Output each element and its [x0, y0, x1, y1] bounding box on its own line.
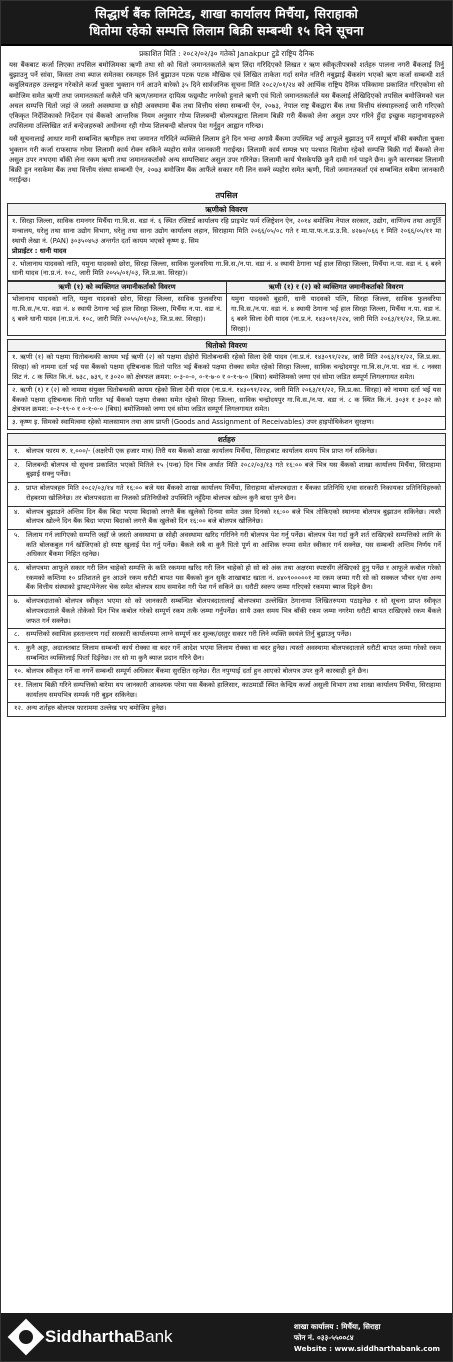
term-number: १०.	[14, 667, 24, 676]
guarantor-head-right: ऋणी (१) र (२) को व्यक्तिगत जमानीकर्ताको विवरण	[226, 282, 445, 293]
tapasil-heading: तपसिल	[215, 191, 238, 201]
guarantor-left: भोलानाथ यादवको नाति, यमुना यादवको छोरा, सिरहा जिल्ला, साविक फुलवरिया गा.वि.स./न.पा. वडा नं. ४ स्थायी ठेगाना भई हाल सिरहा जिल्ला, मिर्चैया न.पा. वडा नं. ६ बस्ने धानी यादव (ना.प्र.नं. १०८, जारी मिति २०५५/०१/०३, जि.प्र.का. सिरहा)।	[12, 295, 222, 323]
bank-website: Website : www.siddharthabank.com	[293, 1343, 440, 1353]
siddhartha-bank-logo	[13, 1324, 173, 1350]
term-number: १.	[14, 446, 20, 455]
term-text: बोलपत्रदाताको बोलपत्र स्वीकृत भएमा सो को जानकारी सम्बन्धित बोलपत्रदातालाई बोलपत्रमा उल्लेखित ठेगानामा लिखितरुपमा पठाइनेछ र सो सूचना प्राप्त स्वीकृत बोलपत्रदाताले बैंकले तोकेको दिन भित्र कबोल गरेको सम्पूर्ण रकम तत्कै जम्मा गर्नुपर्नेछ। साथै उक्त समय भित्र बाँकी रकम जम्मा नगरेमा धरौटी बापत राखिएको रकम बैंकले जफत गर्न सक्नेछ।	[26, 597, 441, 625]
borrower-proprietor: प्रोप्राईटर : धानी यादव	[12, 246, 67, 255]
term-number: ११.	[14, 681, 24, 690]
notice-title-line2: धितोमा रहेको सम्पत्ति लिलाम बिक्री सम्बन्धी १५ दिने सूचना	[89, 23, 364, 38]
term-number: ७.	[14, 597, 20, 606]
term-number: ९.	[14, 643, 20, 652]
branch-contact	[294, 1321, 440, 1354]
borrower-item-1-text: १. सिरहा जिल्ला, साविक रामनगर मिर्चैया गा.वि.स. वडा नं. ६ स्थित रजिष्टर्ड कार्यालय रहि प्राइभेट फर्म रजिष्ट्रेशन ऐन, २०१४ बमोजिम नेपाल सरकार, उद्योग, वाणिज्य तथा आपूर्ति मन्त्रालय, घरेलु तथा साना उद्योग विभाग, घरेलु तथा साना उद्योग कार्यालय लहान, सिराहामा मिति २०६६/०५/०८ गते र मा.पा.फ.न.प्र.उ.वि. ४२७०/०६६ र मिति २०६६/०५/११ मा स्थायी लेखा नं. (PAN) ३०३५०४५३ अन्तर्गत दर्ता कायम भएको कृष्ण इ. सिम	[12, 217, 441, 246]
term-item	[8, 703, 445, 716]
term-item	[8, 507, 445, 530]
footer-bar	[1, 1313, 452, 1361]
branch-phone: फोन नं. ०३३-५५००८४	[293, 1332, 354, 1342]
term-text: सम्पत्तिको स्वामित्व हस्तान्तरण गर्दा सरकारी कार्यालयमा लाग्ने सम्पूर्ण कर शुल्क/दस्तुर सकार गरी लिने व्यक्ति स्वयंले तिर्नु बुझाउनु पर्नेछ।	[26, 630, 352, 639]
terms-heading: शर्तहरु	[8, 434, 445, 446]
term-text: बोलपत्र बुझाउने अन्तिम दिन बैंक बिदा भएमा बिदाको लगत्तै बैंक खुलेको दिनमा समेत उक्त दिनको १६:०० बजे भित्र तोकिएको स्थानमा बोलपत्र बुझाउन सकिनेछ। त्यस्तै बोलपत्र खोल्ने दिन बैंक बिदा भएमा बिदाको लगत्तै बैंक खुलेको दिन १६:०० बजे बोलपत्र खोलिनेछ।	[26, 507, 441, 526]
notice-title-bar	[1, 1, 452, 46]
guarantor-body-row	[8, 294, 445, 335]
term-number: ४.	[14, 507, 20, 516]
term-text: कुनै अड्डा, अदालतबाट लिलाम सम्बन्धी कार्य रोक्का वा बदर गर्ने आदेश भएमा लिलाम रोक्का वा बदर हुनेछ। त्यस्तो अवस्थामा बोलपत्रदाताले धरौटी बापत जम्मा गरेको रकम सम्बन्धित व्यक्तिलाई फिर्ता दिईनेछ। तर सो मा कुनै ब्याज प्रदान गरिने छैन।	[26, 643, 441, 662]
term-item	[8, 629, 445, 643]
guarantor-table	[8, 281, 445, 335]
term-number: ३.	[14, 484, 20, 493]
publication-date: प्रकाशित मिति : २०८२/०२/३० गतेको Janakpur टुडे राष्ट्रिय दैनिक	[139, 49, 314, 58]
term-item	[8, 680, 445, 703]
guarantor-header-row	[8, 282, 445, 294]
term-item	[8, 446, 445, 460]
term-item	[8, 530, 445, 563]
bank-logo-icon	[8, 1319, 45, 1356]
term-text: प्राप्त बोलपत्रहरु मिति २०८२/०३/१४ गते १६:०० बजे यस बैंकको शाखा कार्यालय मिर्चैया, सिराहामा बोलपत्रदाता र बैंकका प्रतिनिधि र/वा सरकारी निकायका प्रतिनिधिहरुको रोहबरमा खोलिनेछ। तर बोलपत्रदाता वा निजको प्रतिनिधीको उपस्थिति नहुँदैमा बोलपत्र खोल्न कुनै बाधा पुग्ने छैन।	[26, 484, 441, 502]
collateral-item-3: ३. कृष्ण इ. सिमको स्वामित्वमा रहेको मालसामान तथा आय प्राप्ती (Goods and Assignment of Receivables) उपर हाइपोथिकेशन सुरक्षण।	[12, 418, 374, 427]
borrower-heading: ऋणीको विवरण	[8, 204, 445, 216]
intro-paragraph-1: यस बैंकबाट कर्जा लिएका तपसिल बमोजिमका ऋणी तथा सो को धितो जमानतकर्ताले ऋण लिंदा गरिदिएको लिखत र ऋण स्वीकृतीपत्रको शर्तहरु पालना नगरी बैंकलाई तिर्नु बुझाउनु पर्ने सांवा, किस्ता तथा ब्याज समेतका रकमहरु तिर्न बुझाउन पटक पटक मौखिक एवं लिखित ताकेता गर्दा समेत नतिरी नबुझाई बैंकसंग भएको ऋण कर्जा सम्बन्धी शर्त कबुलियतहरु उल्लङ्घन गरेकोले कर्जा चुक्ता भुक्तान गर्न आउने बारेको ३५ दिने सार्वजनिक सूचना मिति २०८२/०१/२४ को आर्थिक राष्ट्रिय दैनिक पत्रिकामा प्रकाशित गरिएकोमा सो बमोजिम समेत ऋणी तथा जमानतकर्ता कसैले पनि ऋण/जमानत दायित्व फछ्र्यौट नगरेको हुनाले ऋणी एवं धितो जमानतकर्ताले यस बैंकलाई लेखिदिएको तपसिल बमोजिमको चल अचल सम्पत्ति धितो जहां जे जस्तो अवस्थामा छ सोही अवस्थामा बैंक तथा वित्तीय संस्था सम्बन्धी ऐन, २०७३, नेपाल राष्ट्र बैंकद्वारा बैंक तथा वित्तीय संस्थाहरुलाई जारी गरिएको एकिकृत निर्देशिकाको निर्देशन एवं बैंकको आन्तरिक नियम अनुसार गोप्य शिलबन्दी बोलपत्रद्वारा लिलाम बिक्री गरी बैंकको लेना असुल उपर गरिने हुँदा इच्छुक महानुभावहरुले तपसिलमा उल्लिखित शर्त बन्देजहरुको अधीनमा रही गोप्य शिलबन्दी बोलपत्र पेश गर्नुहुन आह्वान गरिन्छ।	[9, 61, 444, 131]
term-text: बोलपत्र स्वीकृत गर्ने वा नगर्ने सम्बन्धी सम्पूर्ण अधिकार बैंकमा सुरक्षित रहनेछ। रीत नपुग्याई दर्ता हुन आएको बोलपत्र उपर कुनै कारबाही हुने छैन।	[26, 667, 369, 676]
collateral-box	[7, 339, 446, 430]
bank-brand-name: SiddharthaBank	[45, 1327, 173, 1346]
term-number: ८.	[14, 630, 20, 639]
borrower-item-2: २. भोलानाथ यादवको नाति, यमुना यादवको छोरा, सिरहा जिल्ला, साविक फुलवरिया गा.वि.स./न.पा. वडा नं. ४ स्थायी ठेगाना भई हाल सिरहा जिल्ला, मिर्चैया न.पा. वडा नं. ६ बस्ने धानी यादव (ना.प्र.नं. १०८, जारी मिति २०५५/०१/०३, जि.प्र.का. सिरहा)।	[8, 259, 445, 282]
term-number: ६.	[14, 564, 20, 573]
term-number: १२.	[14, 704, 24, 713]
intro-paragraph-2: यसै सूचनालाई आधार मानी सम्बन्धित ऋणीहरु तथा जमानत गरिदिने व्यक्तिले लिलाम हुने दिन भन्दा अगावै बैंकमा उपस्थित भई आफूले बुझाउनु पर्ने सम्पूर्ण बाँकी बक्यौता चुक्ता भुक्तान गरी कर्जा राफसाफ गरेमा लिलामी कार्य रोक्न सकिने व्यहोरा समेत जानकारी गराईन्छ। लिलामी कार्य सम्पन्न भए पश्चात धितोमा रहेको सम्पत्ति बिक्री गर्दा बैंकको लेना असुल उपर नभएमा बाँकी लेना रकम ऋणी तथा जमानतकर्ताको अन्य सम्पत्तिबाट असुल उपर गरिनेछ। लिलामी कार्य भैसकेपछि कुनै दावी गर्न पाइने छैन। कुनै कारणबश लिलामी बिक्री हुन नसकेमा बैंक तथा वित्तीय संस्था सम्बन्धी ऐन, २०७३ बमोजिम बैंक आफैंले सकार गरी लिन सक्ने व्यहोरा समेत ऋणी, धितो जमानतकर्ता एवं सम्बन्धित सबैमा जानकारी गराईन्छ।	[9, 135, 444, 185]
term-item	[8, 460, 445, 483]
term-text: शिलबन्दी बोलपत्र यो सूचना प्रकाशित भएको मितिले १५ (पन्ध्र) दिन भित्र अर्थात मिति २०८२/०३/१३ गते १६:०० बजे भित्र यस बैंकको शाखा कार्यालय मिर्चैया, सिराहामा बुझाई सक्नु पर्नेछ।	[26, 460, 441, 479]
term-number: ५.	[14, 530, 20, 539]
branch-address: शाखा कार्यालय : मिर्चैया, सिराहा	[293, 1321, 381, 1331]
guarantor-head-left: ऋणी (१) को व्यक्तिगत जमानीकर्ताको विवरण	[8, 282, 226, 293]
term-item	[8, 643, 445, 666]
borrower-box	[7, 203, 446, 336]
term-item	[8, 596, 445, 629]
collateral-heading: धितोको विवरण	[8, 340, 445, 352]
term-text: बोलपत्रमा आफूले सकार गरी लिन चाहेको सम्पत्ति के कति रकममा खरिद गरी लिन चाहेको हो सो को अंक तथा अक्षरमा स्पष्टसँग लेखिएको हुनु पर्नेछ र आफूले कबोल गरेको रकमको कम्तिमा १० प्रतिशतले हुन आउने रकम धरौटी बापत यस बैंकको कुन सुकै शाखाबाट खाता नं. ४४०९०००००१ मा रकम जम्मा गरी सो को सक्कल भौचर र/वा अन्य बैंक वित्तीय संस्थाको ड्राफ्ट/मेनेजर चेक समेत बोलपत्र साथ समावेश गरी पेश गर्न सकिने छ। धरौटी स्वरुप जम्मा गरिएको रकममा ब्याज दिइने छैन।	[26, 564, 441, 592]
collateral-item-1: १. ऋणी (१) को पक्षमा धितोबन्धकी कायम भई ऋणी (२) को पक्षमा दोहोरो धितोबन्धकी रहेको सिला देवी यादव (ना.प्र.नं. १४३०९१/२२४, जारी मिति २०६३/११/२२, जि.प्र.का. सिरहा) को नाममा दर्ता भई यस बैंकको पक्षमा दृष्टिबन्धक धितो पारित भई बैंकको पक्षमा रोक्का समेत रहेको सिरहा जिल्ला, साविक चन्द्रोदयपुर गा.वि.स./न.पा. वडा नं. ८ नक्सा सिट नं. ८ क स्थित कि.नं. ७३८, ७३९, र ३०२० को क्षेत्रफल क्रमश: ०-३-०-०, ०-१-७-० र ०-१-७-० (बिघा) बमोजिमको जग्गा एवं सोमा जडित सम्पूर्ण लिगलगायत समेत।	[8, 352, 445, 384]
notice-title-line1: सिद्धार्थ बैंक लिमिटेड, शाखा कार्यालय मिर्चैया, सिराहाको	[95, 6, 358, 21]
term-item	[8, 483, 445, 506]
guarantor-right: यमुना यादवको बुहारी, धानी यादवको पत्नि, सिरहा जिल्ला, साविक फुलवरिया गा.वि.स./न.पा. वडा नं. ४ स्थायी ठेगाना भई हाल सिरहा जिल्ला, मिर्चैया न.पा. वडा नं. ६ बस्ने सिला देवी यादव (ना.प्र.नं. १४३०९१/२२४, जारी मिति २०६३/११/२२, जि.प्र.का. सिरहा)।	[226, 294, 445, 335]
term-text: लिलाम बिक्री गरिने सम्पत्तिको बारेमा थप जानकारी आवश्यक परेमा यस बैंकको हालिसार, काठमाडौं स्थित केन्द्रिय कर्जा असुली विभाग तथा शाखा कार्यालय मिर्चैया, सिराहामा कार्यालय समयभित्र सम्पर्क गरी बुझ्न सकिनेछ।	[26, 681, 441, 699]
term-text: लिलाम गर्न लागिएको सम्पत्ति जहाँ जे जस्तो अवस्थामा छ सोही अवस्थामा खरिद गरिनिने गरी बोलपत्र पेश गर्नु पर्नेछ। बोलपत्र पेश गर्दा कुनै शर्त राखिएको सम्पत्तिको लागि के कति बोलकबुल गर्न खोजिएको हो स्पष्ट खुलाई पेश गर्नु पर्नेछ। बैंकले सबै वा कुनै धितो पूर्ण वा आंशिक रुपमा समेत स्वीकार गर्न सक्नेछ, यस सम्बन्धी अन्तिम निर्णय गर्ने अधिकार बैंकमा निहित रहनेछ।	[26, 530, 441, 559]
borrower-item-1	[8, 216, 445, 258]
terms-box	[7, 433, 446, 717]
term-item	[8, 563, 445, 596]
term-text: बोलपत्र फारम रु. १,०००/- (अक्षरेपी एक हजार मात्र) तिरी यस बैंकको शाखा कार्यालय मिर्चैया, सिराहाबाट कार्यालय समय भित्र प्राप्त गर्न सकिनेछ।	[26, 446, 378, 455]
term-number: २.	[14, 460, 20, 469]
term-text: अन्य शर्तहरु बोलपत्र फाराममा उल्लेख भए बमोजिम हुनेछ।	[26, 704, 167, 713]
term-item	[8, 666, 445, 680]
collateral-item-2: २. ऋणी (१) र (२) को नाममा संयुक्त धितोबन्धकी कायम रहेको सिला देवी यादव (ना.प्र.नं. १४३०९१/२२४, जारी मिति २०६३/११/२२, जि.प्र.का. सिरहा) को नाममा दर्ता भई यस बैंकको पक्षमा दृष्टिबन्धक धितो पारित भई बैंकको पक्षमा रोक्का समेत रहेको सिरहा जिल्ला, साविक चन्द्रोदयपुर गा.वि.स./न.पा. वडा नं. ८ क स्थित कि.नं. ३०३१ र ३०३२ को क्षेत्रफल क्रमश: ०-२-१९-० र ०-१-०-० (बिघा) बमोजिमको जग्गा एवं सोमा जडित सम्पूर्ण लिगलगायत समेत।	[8, 385, 445, 417]
